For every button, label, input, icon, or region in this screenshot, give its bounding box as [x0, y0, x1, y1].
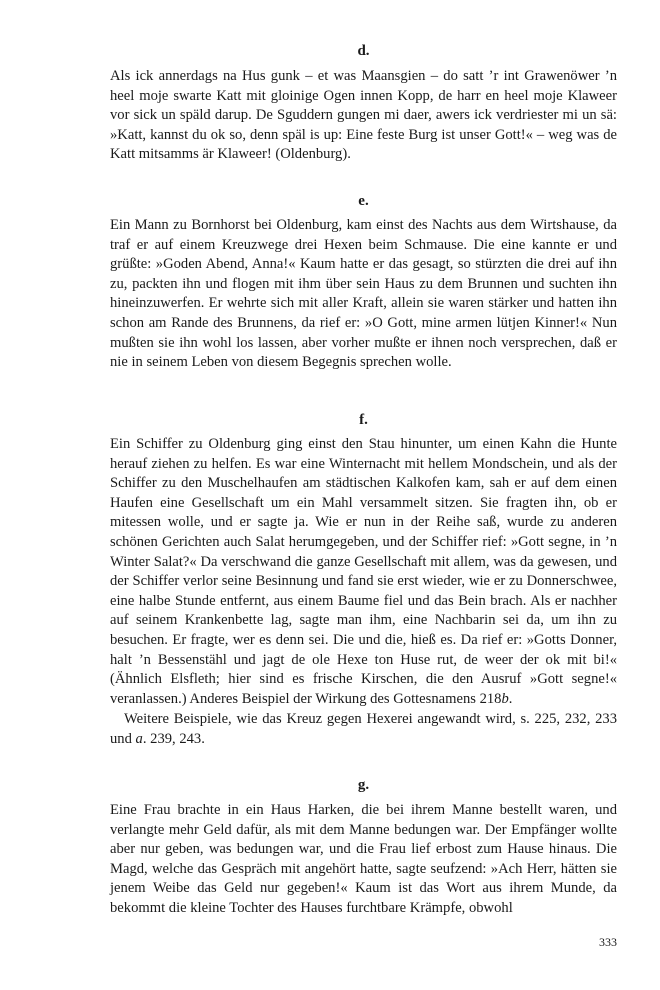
reference-italic: b	[501, 690, 509, 707]
paragraph-f	[110, 435, 617, 709]
paragraph-f-text: Ein Schiffer zu Oldenburg ging einst den Stau hinunter, um einen Kahn die Hunte herauf ziehen zu helfen. Es war eine Winternacht mit hellem Mondschein, und als der Schiffer zu den Muschelhaufen am städtischen Kalkofen kam, sah er auf dem einen Haufen eine Gesellschaft um ein Mahl versammelt sitzen. Sie fragten ihn, ob er mitessen wolle, und er sagte ja. Wie er nun in der Reihe saß, wurde zu anderen schönen Gerichten auch Salat herumgegeben, und der Schiffer rief: »Gott segne, in ’n Winter Salat?« Da verschwand die ganze Gesellschaft mit allem, was da gewesen, und der Schiffer verlor seine Besinnung und fand sie erst wieder, wie er zu Donnerschwee, eine halbe Stunde entfernt, aus einem Baume fiel und das Bein brach. Als er nachher auf seinem Krankenbette lag, sagte man ihm, eine Nachbarin sei da, um ihn zu besuchen. Er fragte, wer es denn sei. Die und die, hieß es. Da rief er: »Gotts Donner, halt ’n Bessenstähl und jagt de ole Hexe ton Huse rut, de weer der ok mit bi!« (Ähnlich Elsfleth; hier sind es frische Kirschen, die den Ausruf »Gott segne!« veranlassen.) Anderes Beispiel der Wirkung des Gottesnamens 218	[110, 436, 617, 707]
section-heading-g: g.	[357, 777, 370, 793]
reference-suffix: . 239, 243.	[142, 730, 205, 747]
section-heading-f: f.	[359, 412, 368, 428]
reference-italic: a	[135, 730, 143, 747]
section-heading-d: d.	[357, 43, 370, 59]
paragraph-g: Eine Frau brachte in ein Haus Harken, die bei ihrem Manne bestellt waren, und verlangte mehr Geld dafür, als mit dem Manne bedungen war. Der Empfänger wollte aber nur geben, was bedungen war, und die Frau lief erbost zum Hause hinaus. Die Magd, welche das Gespräch mit angehört hatte, sagte seufzend: »Ach Herr, hätten sie jenem Weibe das Geld nur gegeben!« Kaum ist das Wort aus ihrem Munde, da bekommt die kleine Tochter des Hauses furchtbare Krämpfe, obwohl	[110, 802, 617, 916]
page-number: 333	[599, 935, 617, 949]
paragraph-f-note-text: Weitere Beispiele, wie das Kreuz gegen Hexerei angewandt wird, s. 225, 232, 233 und	[110, 711, 617, 747]
paragraph-f-note	[110, 710, 617, 749]
paragraph-e: Ein Mann zu Bornhorst bei Oldenburg, kam einst des Nachts aus dem Wirtshause, da traf er auf einem Kreuzwege drei Hexen beim Schmause. Die eine kannte er und grüßte: »Goden Abend, Anna!« Kaum hatte er das gesagt, so stürzten die drei auf ihn zu, packten ihn und flogen mit ihm über sein Haus zu dem Brunnen und suchten ihn hineinzuwerfen. Er wehrte sich mit aller Kraft, allein sie waren stärker und hatten ihn schon am Rande des Brunnens, da rief er: »O Gott, mine armen lütjen Kinner!« Nun mußten sie ihn wohl los lassen, aber vorher mußte er ihnen noch versprechen, daß er nie in seinem Leben von diesem Begegnis sprechen wolle.	[110, 217, 617, 371]
reference-suffix: .	[508, 690, 513, 707]
paragraph-d: Als ick annerdags na Hus gunk – et was Maansgien – do satt ’r int Grawenöwer ’n heel moje swarte Katt mit gloinige Ogen innen Kopp, de harr en heel moje Klaweer vor sick un späld darup. De Sguddern gungen mi daer, awers ick verdriester mi un sä: »Katt, kannst du ok so, denn späl is up: Eine feste Burg ist unser Gott!« – weg was de Katt mitsamms är Klaweer! (Oldenburg).	[110, 68, 617, 163]
section-heading-e: e.	[358, 193, 369, 209]
